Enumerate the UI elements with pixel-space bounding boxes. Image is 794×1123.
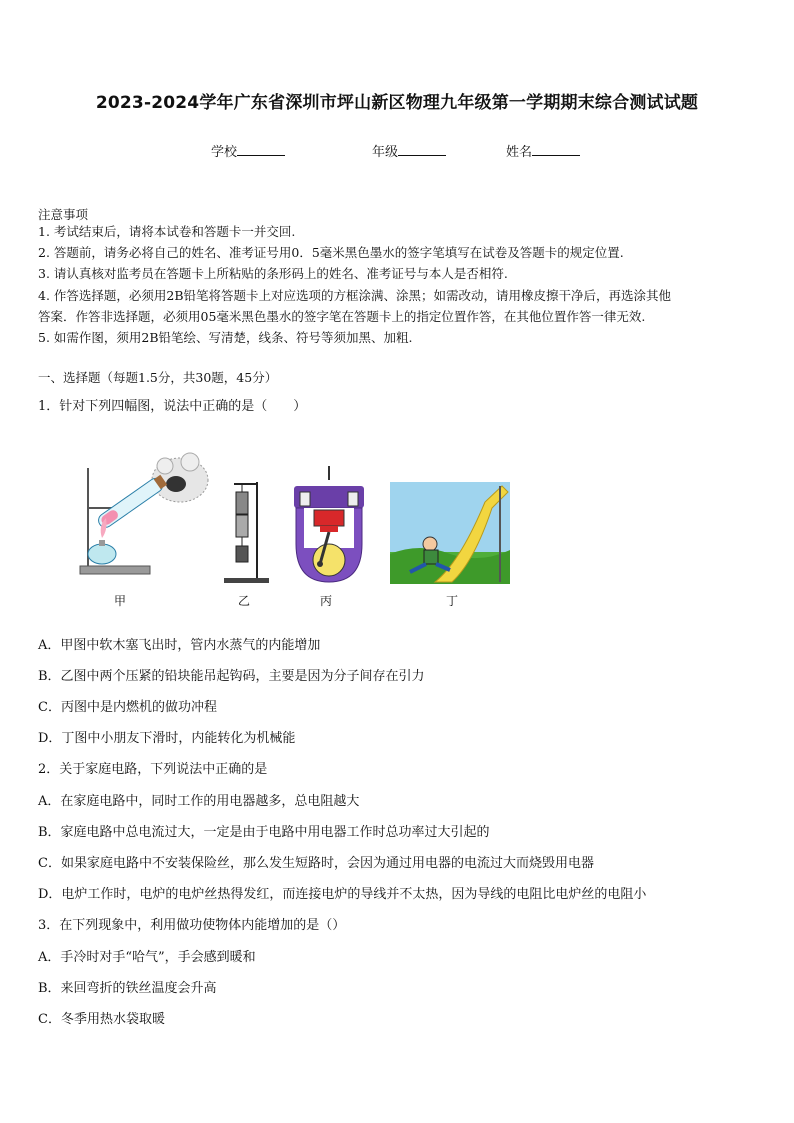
section-heading: 一、选择题（每题1.5分，共30题，45分）	[38, 370, 278, 385]
school-field	[211, 141, 285, 160]
question-1-option-c: C．丙图中是内燃机的做功冲程	[38, 700, 217, 715]
notice-item: 3. 请认真核对监考员在答题卡上所粘贴的条形码上的姓名、准考证号与本人是否相符.	[38, 266, 508, 281]
question-2-stem: 2．关于家庭电路，下列说法中正确的是	[38, 762, 268, 777]
school-blank	[237, 143, 285, 156]
grade-blank	[398, 143, 446, 156]
notice-item: 答案．作答非选择题，必须用05毫米黑色墨水的签字笔在答题卡上的指定位置作答，在其他位置作答一律无效.	[38, 309, 646, 324]
figure-label-bing: 丙	[319, 594, 332, 608]
figure-jia-test-tube	[70, 448, 220, 583]
figure-label-ding: 丁	[445, 594, 458, 608]
grade-field	[372, 141, 446, 160]
question-2-option-a: A．在家庭电路中，同时工作的用电器越多，总电阻越大	[38, 794, 360, 809]
figure-ding-slide	[390, 482, 510, 584]
notice-item: 5. 如需作图，须用2B铅笔绘、写清楚，线条、符号等须加黑、加粗.	[38, 330, 413, 345]
question-1-option-a: A．甲图中软木塞飞出时，管内水蒸气的内能增加	[38, 638, 321, 653]
school-label: 学校	[211, 145, 238, 160]
notice-item: 1. 考试结束后，请将本试卷和答题卡一并交回.	[38, 224, 296, 239]
name-blank	[532, 143, 580, 156]
name-label: 姓名	[506, 145, 533, 160]
notice-heading: 注意事项	[38, 207, 89, 222]
question-3-option-b: B．来回弯折的铁丝温度会升高	[38, 981, 217, 996]
question-3-option-c: C．冬季用热水袋取暖	[38, 1012, 165, 1027]
grade-label: 年级	[372, 145, 399, 160]
question-2-option-b: B．家庭电路中总电流过大，一定是由于电路中用电器工作时总功率过大引起的	[38, 825, 490, 840]
question-2-option-d: D．电炉工作时，电炉的电炉丝热得发红，而连接电炉的导线并不太热，因为导线的电阻比电炉丝的电阻小	[38, 887, 647, 902]
page-title: 2023-2024学年广东省深圳市坪山新区物理九年级第一学期期末综合测试试题	[95, 93, 699, 113]
notice-item: 2. 答题前，请务必将自己的姓名、准考证号用0．5毫米黑色墨水的签字笔填写在试卷及答题卡的规定位置.	[38, 245, 624, 260]
question-1-stem: 1．针对下列四幅图，说法中正确的是（ ）	[38, 399, 307, 414]
question-2-option-c: C．如果家庭电路中不安装保险丝，那么发生短路时，会因为通过用电器的电流过大而烧毁用电器	[38, 856, 594, 871]
question-1-option-d: D．丁图中小朋友下滑时，内能转化为机械能	[38, 731, 296, 746]
figure-bing-engine	[290, 464, 368, 584]
question-3-stem: 3．在下列现象中，利用做功使物体内能增加的是（）	[38, 918, 346, 933]
notice-item: 4. 作答选择题，必须用2B铅笔将答题卡上对应选项的方框涂满、涂黑；如需改动，请用橡皮擦干净后，再选涂其他	[38, 288, 672, 303]
figure-label-jia: 甲	[113, 594, 126, 608]
figure-yi-lead-blocks	[222, 478, 272, 586]
question-3-option-a: A．手冷时对手“哈气”，手会感到暖和	[38, 950, 256, 965]
question-1-option-b: B．乙图中两个压紧的铅块能吊起钩码，主要是因为分子间存在引力	[38, 669, 425, 684]
name-field	[506, 141, 580, 160]
figure-label-yi: 乙	[237, 594, 250, 608]
